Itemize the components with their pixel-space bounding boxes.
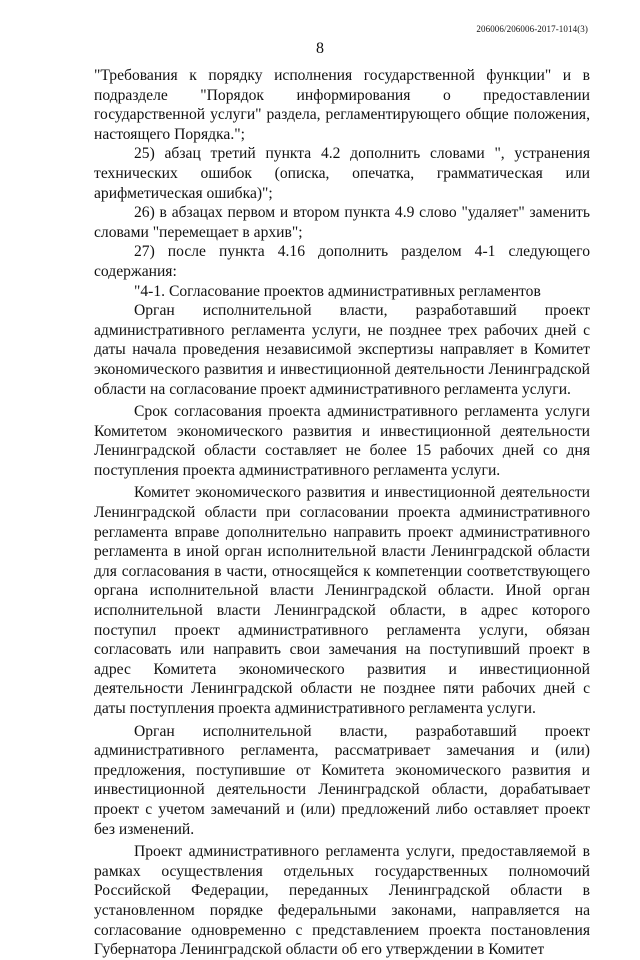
paragraph-additional-approval: Комитет экономического развития и инвестиционной деятельности Ленинградской области при согласовании проекта административного регламента вправе дополнительно направить проект административного регламента в иной орган исполнительной власти Ленинградской области для согласования в части, относящейся к компетенции соответствующего органа исполнительной власти Ленинградской области. Иной орган исполнительной власти Ленинградской области, в адрес которого поступил проект административного регламента услуги, обязан согласовать или направить свои замечания на поступивший проект в адрес Комитета экономического развития и инвестиционной деятельности Ленинградской области не позднее пяти рабочих дней с даты поступления проекта административного регламента услуги. <box>94 484 590 717</box>
paragraph-submission: Орган исполнительной власти, разработавший проект административного регламента услуги, не позднее трех рабочих дней с даты начала проведения независимой экспертизы направляет в Комитет экономического развития и инвестиционной деятельности Ленинградской области на согласование проект административного регламента услуги. <box>94 302 590 398</box>
paragraph-item-26: 26) в абзацах первом и втором пункта 4.9 слово "удаляет" заменить словами "перемещает в архив"; <box>94 204 590 241</box>
paragraph-federal-powers: Проект административного регламента услуги, предоставляемой в рамках осуществления отдельных государственных полномочий Российской Федерации, переданных Ленинградской области в установленном порядке федеральными законами, направляется на согласование одновременно с представлением проекта постановления Губернатора Ленинградской области об его утверждении в Комитет <box>94 843 590 959</box>
document-id: 206006/206006-2017-1014(3) <box>476 24 588 34</box>
paragraph-approval-term: Срок согласования проекта административного регламента услуги Комитетом экономического развития и инвестиционной деятельности Ленинградской области составляет не более 15 рабочих дней со дня поступления проекта административного регламента услуги. <box>94 403 590 479</box>
paragraph-continuation: "Требования к порядку исполнения государственной функции" и в подразделе "Порядок информирования о предоставлении государственной услуги" раздела, регламентирующего общие положения, настоящего Порядка."; <box>94 67 590 143</box>
paragraph-item-27: 27) после пункта 4.16 дополнить разделом 4-1 следующего содержания: <box>94 243 590 280</box>
document-body <box>94 66 590 960</box>
paragraph-review-remarks: Орган исполнительной власти, разработавший проект административного регламента, рассматривает замечания и (или) предложения, поступившие от Комитета экономического развития и инвестиционной деятельности Ленинградской области, дорабатывает проект с учетом замечаний и (или) предложений либо оставляет проект без изменений. <box>94 722 590 838</box>
paragraph-item-25: 25) абзац третий пункта 4.2 дополнить словами ", устранения технических ошибок (описка, опечатка, грамматическая или арифметическая ошибка)"; <box>94 145 590 202</box>
section-heading-4-1: "4-1. Согласование проектов административных регламентов <box>134 282 541 300</box>
page-number: 8 <box>316 40 324 57</box>
